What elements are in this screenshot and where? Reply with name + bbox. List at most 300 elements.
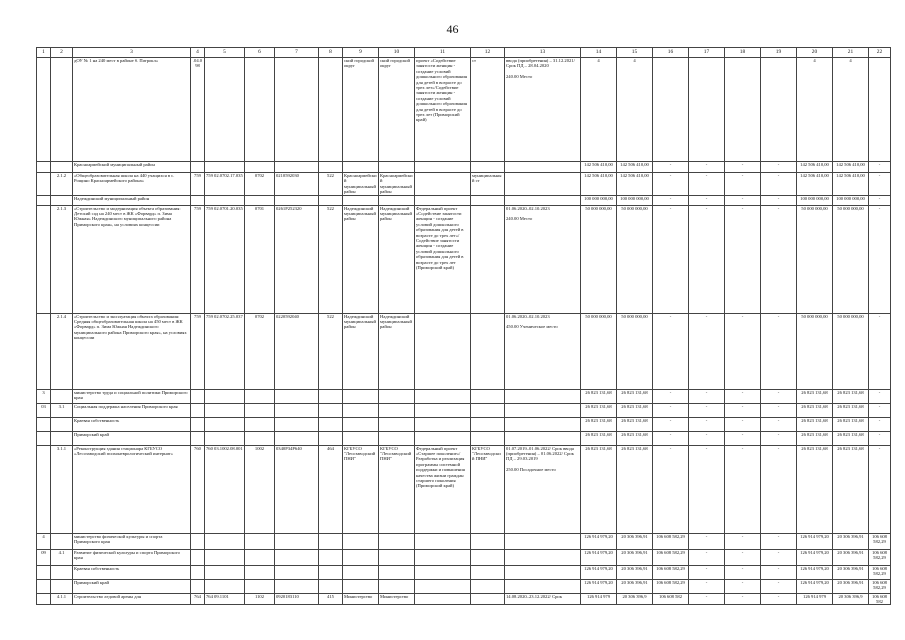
- table-cell: [343, 431, 379, 445]
- table-cell: 0210592030: [275, 173, 319, 196]
- table-row: [37, 579, 891, 593]
- table-cell: КГБУСО "Лесозаводский ПНИ": [343, 445, 379, 533]
- table-cell: 50 000 000,00: [581, 205, 617, 313]
- table-cell: [37, 565, 51, 579]
- column-number-cell: 10: [379, 48, 415, 58]
- table-cell: Развитие физической культуры и спорта Приморского края: [73, 549, 191, 565]
- table-cell: -: [761, 205, 797, 313]
- table-cell: [191, 162, 205, 173]
- table-cell: 20 306 396,91: [833, 565, 869, 579]
- table-cell: [319, 389, 343, 403]
- table-row: [37, 445, 891, 533]
- table-cell: [471, 313, 505, 389]
- table-cell: 100 000 000,00: [581, 195, 617, 205]
- table-cell: [343, 162, 379, 173]
- table-cell: 142 506 410,00: [617, 173, 653, 196]
- table-cell: 106 608 582,29: [869, 565, 891, 579]
- table-cell: [245, 195, 275, 205]
- table-cell: -: [689, 173, 725, 196]
- table-cell: 26 823 131,68: [797, 403, 833, 417]
- table-cell: 2.1.3: [51, 205, 73, 313]
- table-row: [37, 549, 891, 565]
- column-number-cell: 12: [471, 48, 505, 58]
- table-cell: [343, 417, 379, 431]
- table-cell: 106 608 582: [653, 593, 689, 605]
- table-row: [37, 417, 891, 431]
- column-number-cell: 22: [869, 48, 891, 58]
- table-cell: 26 823 131,68: [797, 389, 833, 403]
- column-number-cell: 16: [653, 48, 689, 58]
- table-cell: [505, 549, 581, 565]
- table-cell: [245, 579, 275, 593]
- table-cell: 142 506 410,00: [581, 173, 617, 196]
- table-row: [37, 403, 891, 417]
- table-cell: 20 306 396,91: [617, 533, 653, 549]
- table-cell: -: [869, 403, 891, 417]
- table-cell: 126 914 979,20: [581, 565, 617, 579]
- table-cell: -: [689, 579, 725, 593]
- table-cell: 126 914 979,20: [797, 549, 833, 565]
- table-cell: -: [761, 173, 797, 196]
- table-cell: -: [653, 205, 689, 313]
- table-cell: [191, 549, 205, 565]
- table-cell: -: [869, 445, 891, 533]
- table-cell: Федеральный проект «Содействие занятости женщин - создание условий дошкольного образования для детей в возрасте до трех лет»/Содействие занятости женщин - создание условий дошкольного образования для детей в возрасте до трех лет (Приморский край): [415, 205, 471, 313]
- table-cell: 26 823 131,68: [617, 445, 653, 533]
- table-cell: 09: [37, 549, 51, 565]
- table-cell: [415, 403, 471, 417]
- table-cell: 50 000 000,00: [581, 313, 617, 389]
- table-cell: -: [761, 389, 797, 403]
- investment-objects-table: [36, 47, 891, 605]
- table-cell: -: [869, 389, 891, 403]
- table-cell: 142 506 410,00: [617, 162, 653, 173]
- table-cell: 26 823 131,68: [833, 417, 869, 431]
- table-cell: [505, 431, 581, 445]
- table-cell: 106 608 582,29: [869, 579, 891, 593]
- table-cell: [343, 195, 379, 205]
- table-cell: -: [761, 549, 797, 565]
- table-cell: Надеждинский муниципальный район: [379, 313, 415, 389]
- table-cell: 26 823 131,68: [581, 431, 617, 445]
- table-cell: 760: [191, 445, 205, 533]
- table-cell: [319, 533, 343, 549]
- table-cell: 26 823 131,68: [617, 403, 653, 417]
- table-cell: 0702: [245, 313, 275, 389]
- table-cell: [319, 565, 343, 579]
- table-cell: [245, 417, 275, 431]
- table-cell: 0702: [245, 173, 275, 196]
- table-cell: 20 306 396,9: [833, 593, 869, 605]
- table-cell: -: [725, 195, 761, 205]
- table-cell: [379, 431, 415, 445]
- table-cell: [471, 162, 505, 173]
- table-cell: [505, 389, 581, 403]
- table-cell: 522: [319, 313, 343, 389]
- table-cell: -: [725, 417, 761, 431]
- table-cell: [275, 58, 319, 162]
- table-cell: [51, 533, 73, 549]
- table-cell: 415: [319, 593, 343, 605]
- table-cell: [205, 403, 245, 417]
- column-number-cell: 20: [797, 48, 833, 58]
- table-cell: [191, 417, 205, 431]
- table-cell: [379, 162, 415, 173]
- table-cell: 20 306 396,91: [833, 579, 869, 593]
- table-cell: [191, 565, 205, 579]
- table-cell: Краевая собственность: [73, 565, 191, 579]
- table-cell: [205, 565, 245, 579]
- table-cell: 106 608 582,29: [869, 533, 891, 549]
- table-cell: 50 000 000,00: [833, 205, 869, 313]
- table-cell: -: [689, 403, 725, 417]
- table-cell: 1002: [245, 445, 275, 533]
- table-cell: 01.06.2020–02.10.2023 450.00 Ученическое место: [505, 313, 581, 389]
- table-cell: -: [689, 431, 725, 445]
- table-cell: [245, 565, 275, 579]
- table-cell: 4: [37, 533, 51, 549]
- table-cell: 20 306 396,91: [617, 565, 653, 579]
- table-cell: 464: [319, 445, 343, 533]
- table-cell: [471, 431, 505, 445]
- table-cell: ввода (приобретения) – 31.12.2021/ Срок ПД – 28.04.2020 240.00 Место: [505, 58, 581, 162]
- table-cell: [319, 431, 343, 445]
- page-number: 46: [446, 22, 459, 36]
- table-cell: -: [689, 593, 725, 605]
- table-cell: -: [761, 403, 797, 417]
- table-cell: -: [761, 565, 797, 579]
- table-cell: [471, 579, 505, 593]
- table-cell: 759 02.0701.20.035: [205, 205, 245, 313]
- table-cell: ский городской округ: [343, 58, 379, 162]
- table-cell: Надеждинский муниципальный район: [343, 205, 379, 313]
- table-cell: -: [689, 417, 725, 431]
- table-cell: -: [725, 173, 761, 196]
- table-cell: Красноармейский муниципальный район: [344, 173, 377, 195]
- table-cell: [343, 403, 379, 417]
- table-cell: [191, 533, 205, 549]
- table-cell: [205, 579, 245, 593]
- table-cell: 759 02.0702.17.035: [205, 173, 245, 196]
- table-cell: [505, 533, 581, 549]
- column-number-row: [37, 48, 891, 58]
- table-cell: [275, 565, 319, 579]
- table-cell: [505, 579, 581, 593]
- table-cell: [245, 58, 275, 162]
- table-cell: [343, 533, 379, 549]
- table-cell: [245, 533, 275, 549]
- table-cell: 2.1.4: [51, 313, 73, 389]
- table-cell: .04.098: [191, 58, 205, 162]
- table-row: [37, 162, 891, 173]
- table-cell: 50 000 000,00: [617, 313, 653, 389]
- table-cell: -: [653, 173, 689, 196]
- table-cell: -: [761, 431, 797, 445]
- table-cell: [471, 549, 505, 565]
- table-cell: -: [869, 195, 891, 205]
- table-cell: 126 914 979,20: [581, 533, 617, 549]
- table-cell: 3.1: [51, 403, 73, 417]
- table-cell: 0220592040: [275, 313, 319, 389]
- table-cell: КГБУСО "Лесозаводский ПНИ": [471, 445, 505, 533]
- table-cell: -: [869, 417, 891, 431]
- table-cell: [415, 162, 471, 173]
- table-cell: 4.1.1: [51, 593, 73, 605]
- table-row: [37, 58, 891, 162]
- table-cell: [343, 565, 379, 579]
- table-cell: [505, 173, 581, 196]
- table-cell: -: [869, 205, 891, 313]
- table-cell: 100 000 000,00: [833, 195, 869, 205]
- table-cell: [471, 195, 505, 205]
- table-cell: 26 823 131,68: [617, 389, 653, 403]
- table-row: [37, 195, 891, 205]
- table-cell: [275, 195, 319, 205]
- column-number-cell: 14: [581, 48, 617, 58]
- table-cell: 20 306 396,91: [617, 549, 653, 565]
- table-cell: 26 823 131,68: [833, 431, 869, 445]
- table-cell: -: [689, 162, 725, 173]
- table-cell: [319, 579, 343, 593]
- table-cell: 759: [191, 173, 205, 196]
- table-cell: министерство труда и социальной политики Приморского края: [73, 389, 191, 403]
- table-cell: 26 823 131,68: [797, 417, 833, 431]
- table-cell: 26 823 131,68: [581, 445, 617, 533]
- table-cell: 20 306 396,91: [833, 549, 869, 565]
- table-cell: [37, 417, 51, 431]
- table-cell: 126 914 979,20: [581, 549, 617, 565]
- table-cell: 26 823 131,68: [617, 431, 653, 445]
- table-cell: [205, 389, 245, 403]
- table-cell: [505, 195, 581, 205]
- table-cell: [37, 173, 51, 196]
- column-number-cell: 5: [205, 48, 245, 58]
- table-cell: Надеждинский муниципальный район: [379, 205, 415, 313]
- column-number-cell: 2: [51, 48, 73, 58]
- table-cell: [275, 403, 319, 417]
- table-cell: -: [869, 162, 891, 173]
- table-cell: [37, 313, 51, 389]
- table-row: [37, 205, 891, 313]
- table-cell: Министерство: [379, 593, 415, 605]
- table-cell: [37, 431, 51, 445]
- table-cell: «Общеобразовательная школа на 440 учащихся в с. Рощино Красноармейского района»: [73, 173, 191, 196]
- table-cell: 3.1.1: [51, 445, 73, 533]
- table-cell: [37, 593, 51, 605]
- table-cell: [319, 195, 343, 205]
- table-cell: [245, 431, 275, 445]
- table-cell: 26 823 131,68: [617, 417, 653, 431]
- table-cell: Надеждинский муниципальный район: [343, 313, 379, 389]
- table-cell: 106 608 582,29: [653, 579, 689, 593]
- table-cell: -: [725, 389, 761, 403]
- table-cell: -: [725, 565, 761, 579]
- table-cell: [415, 389, 471, 403]
- table-cell: Красноармейский муниципальный район: [73, 162, 191, 173]
- table-cell: 142 506 410,00: [833, 173, 869, 196]
- table-cell: -: [653, 417, 689, 431]
- table-cell: -: [761, 579, 797, 593]
- table-cell: 50 000 000,00: [617, 205, 653, 313]
- table-cell: -: [725, 205, 761, 313]
- table-cell: 106 608 582,29: [653, 549, 689, 565]
- table-cell: -: [689, 205, 725, 313]
- column-number-cell: 6: [245, 48, 275, 58]
- table-cell: 2.1.2: [51, 173, 73, 196]
- table-cell: 01.07.2019–01.06.2022/ Срок ввода (приобретения) – 01.06.2022/ Срок ПД – 29.03.2019 250.00 Посадочное место: [505, 445, 581, 533]
- table-cell: 126 914 979: [581, 593, 617, 605]
- table-cell: [471, 417, 505, 431]
- table-cell: 126 914 979,20: [797, 565, 833, 579]
- table-cell: 106 608 582: [869, 593, 891, 605]
- table-cell: [191, 579, 205, 593]
- table-cell: 20 306 396,91: [833, 533, 869, 549]
- table-cell: 100 000 000,00: [797, 195, 833, 205]
- table-cell: [505, 403, 581, 417]
- table-cell: муниципальный ст: [471, 173, 505, 196]
- table-cell: [653, 58, 689, 162]
- table-cell: «Строительство и эксплуатация объекта образования: Средняя общеобразовательная школа на 450 мест в ЖК «Форвард» п. Зима Южная Надеждинского муниципального района Приморского края», на условиях концессии: [73, 313, 191, 389]
- table-cell: 26 823 131,68: [797, 431, 833, 445]
- table-cell: [51, 195, 73, 205]
- table-cell: 01.06.2020–02.10.2023 240.00 Место: [505, 205, 581, 313]
- table-cell: -: [725, 431, 761, 445]
- table-cell: -: [689, 445, 725, 533]
- column-number-cell: 17: [689, 48, 725, 58]
- table-cell: -: [869, 173, 891, 196]
- table-cell: -: [725, 593, 761, 605]
- table-cell: [379, 565, 415, 579]
- column-number-cell: 19: [761, 48, 797, 58]
- table-cell: 26 823 131,68: [833, 389, 869, 403]
- table-cell: -: [761, 593, 797, 605]
- table-cell: -: [653, 445, 689, 533]
- column-number-cell: 1: [37, 48, 51, 58]
- table-cell: -: [689, 549, 725, 565]
- table-cell: «Строительство и модернизация объекта образования: Детский сад на 240 мест в ЖК «Форвард» п. Зима Южная» Надеждинского муниципального района Приморского края», на условиях концессии: [73, 205, 191, 313]
- table-cell: [319, 162, 343, 173]
- table-cell: [319, 549, 343, 565]
- table-cell: [415, 533, 471, 549]
- table-cell: Краевая собственность: [73, 417, 191, 431]
- table-cell: 26 823 131,68: [581, 403, 617, 417]
- table-cell: [379, 417, 415, 431]
- table-cell: Приморский край: [73, 431, 191, 445]
- column-number-cell: 8: [319, 48, 343, 58]
- table-cell: [245, 162, 275, 173]
- table-cell: [191, 389, 205, 403]
- table-cell: Приморский край: [73, 579, 191, 593]
- table-cell: [343, 579, 379, 593]
- table-cell: [319, 403, 343, 417]
- table-cell: 126 914 979,20: [581, 579, 617, 593]
- table-cell: [505, 162, 581, 173]
- table-row: [37, 533, 891, 549]
- table-cell: 126 914 979,20: [797, 579, 833, 593]
- table-row: [37, 593, 891, 605]
- table-cell: [205, 58, 245, 162]
- table-cell: 4: [833, 58, 869, 162]
- table-cell: 142 506 410,00: [797, 162, 833, 173]
- table-cell: 0701: [245, 205, 275, 313]
- table-cell: 3: [37, 389, 51, 403]
- table-cell: 522: [319, 173, 343, 196]
- table-cell: [275, 579, 319, 593]
- table-cell: [245, 403, 275, 417]
- table-cell: 50 000 000,00: [797, 205, 833, 313]
- table-cell: [343, 549, 379, 565]
- table-cell: [205, 549, 245, 565]
- table-cell: [275, 417, 319, 431]
- table-cell: [191, 403, 205, 417]
- table-cell: -: [653, 389, 689, 403]
- column-number-cell: 9: [343, 48, 379, 58]
- table-cell: -: [869, 313, 891, 389]
- table-cell: 4: [581, 58, 617, 162]
- table-cell: [51, 58, 73, 162]
- column-number-cell: 15: [617, 48, 653, 58]
- table-cell: [51, 417, 73, 431]
- table-cell: [275, 389, 319, 403]
- table-cell: -: [689, 389, 725, 403]
- table-cell: [415, 549, 471, 565]
- table-cell: -: [725, 313, 761, 389]
- table-cell: -: [653, 431, 689, 445]
- table-cell: 126 914 979,20: [797, 533, 833, 549]
- table-cell: [191, 195, 205, 205]
- table-cell: [415, 417, 471, 431]
- table-cell: [415, 195, 471, 205]
- table-cell: -: [761, 533, 797, 549]
- table-cell: [205, 417, 245, 431]
- table-row: [37, 173, 891, 196]
- table-cell: [471, 593, 505, 605]
- table-cell: -: [725, 162, 761, 173]
- table-cell: проект «Содействие занятости женщин - создание условий дошкольного образования для детей в возрасте до трех лет»/Содействие занятости женщин - создание условий дошкольного образования для детей в возрасте до трех лет (Приморский край): [415, 58, 471, 162]
- table-cell: 26 823 131,68: [833, 445, 869, 533]
- table-cell: 142 506 410,00: [797, 173, 833, 196]
- table-cell: Красноармейский муниципальный район: [380, 173, 413, 195]
- table-cell: 4: [797, 58, 833, 162]
- table-cell: [205, 162, 245, 173]
- table-cell: -: [761, 162, 797, 173]
- table-row: [37, 431, 891, 445]
- table-cell: [379, 533, 415, 549]
- table-cell: 50 000 000,00: [797, 313, 833, 389]
- table-row: [37, 565, 891, 579]
- table-cell: 20 306 396,91: [617, 579, 653, 593]
- table-cell: -: [761, 445, 797, 533]
- table-cell: [415, 431, 471, 445]
- table-cell: [275, 549, 319, 565]
- table-cell: 26 823 131,68: [797, 445, 833, 533]
- table-cell: [415, 173, 471, 196]
- table-cell: [37, 205, 51, 313]
- table-cell: [505, 565, 581, 579]
- table-cell: [275, 162, 319, 173]
- table-cell: [37, 445, 51, 533]
- table-cell: Федеральный проект «Старшее поколение»/Разработка и реализация программы системной поддержки и повышения качества жизни граждан старшего поколения (Приморский край): [415, 445, 471, 533]
- table-cell: -: [653, 403, 689, 417]
- table-cell: 759 02.0702.25.037: [205, 313, 245, 389]
- table-cell: -: [653, 313, 689, 389]
- table-cell: [415, 313, 471, 389]
- table-cell: 126 914 979: [797, 593, 833, 605]
- table-cell: 759: [191, 313, 205, 389]
- table-cell: -: [725, 445, 761, 533]
- table-cell: [51, 389, 73, 403]
- table-cell: [51, 431, 73, 445]
